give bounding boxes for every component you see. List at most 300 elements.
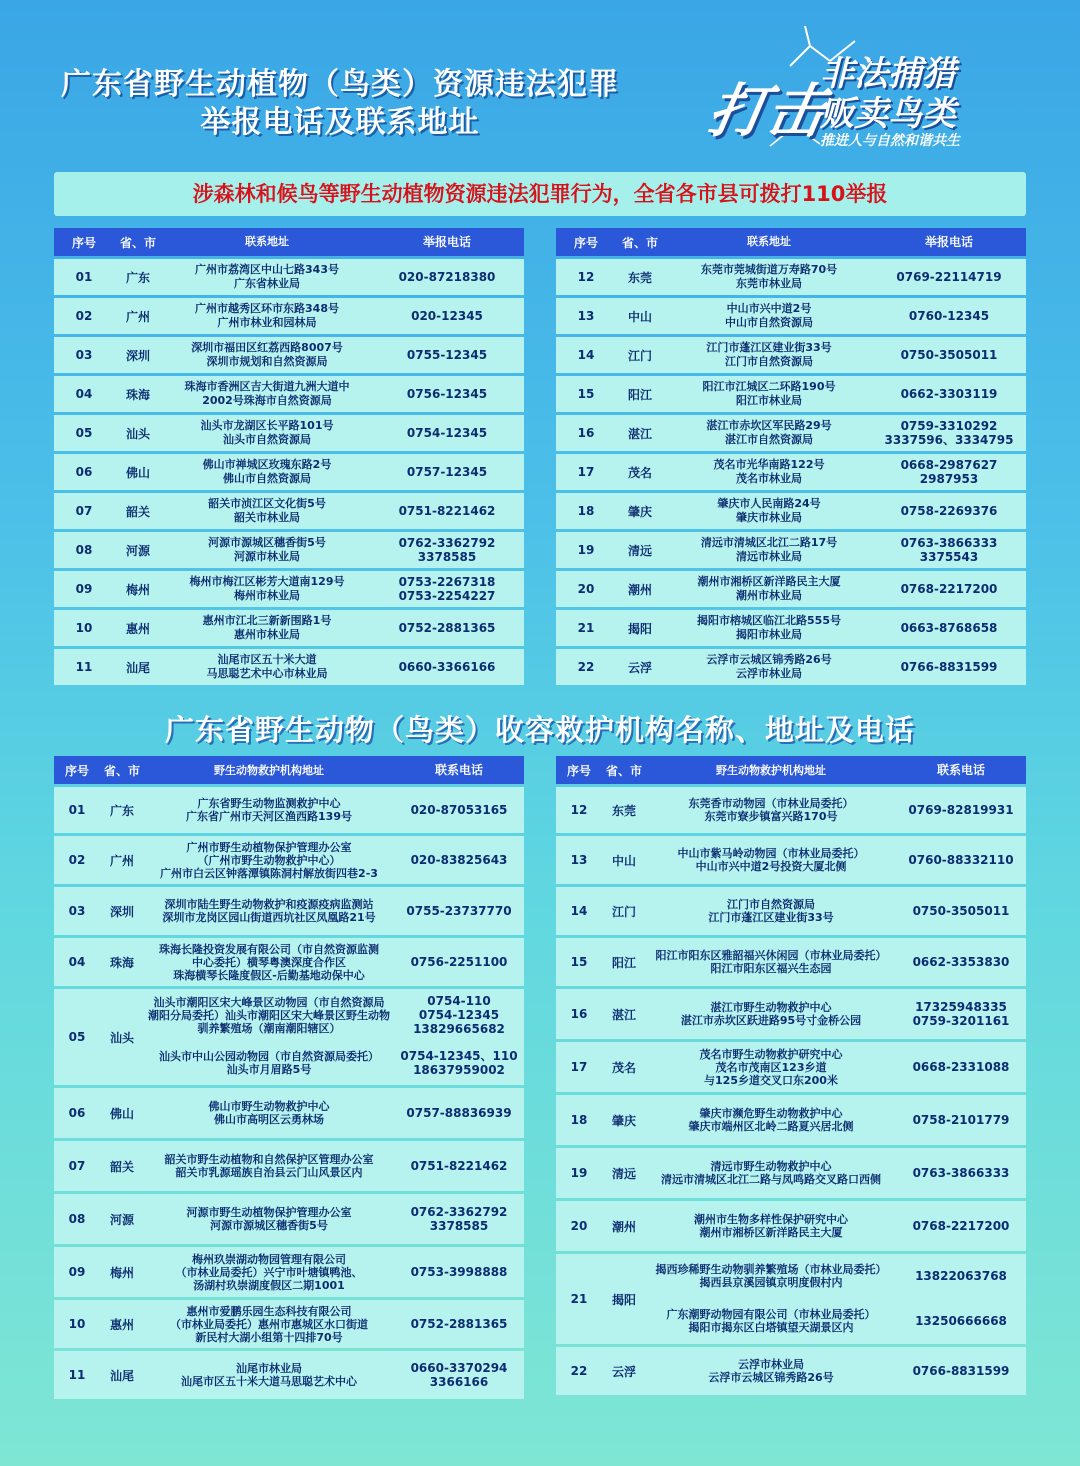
row-number: 07 — [68, 1159, 86, 1173]
row-phone — [874, 660, 1024, 674]
phone-line: 0751-8221462 — [410, 1159, 508, 1173]
address-line: 惠州市林业局 — [234, 628, 300, 641]
row-address — [646, 1001, 896, 1027]
row-address — [646, 1107, 896, 1133]
row-number: 11 — [75, 660, 93, 674]
row-address — [664, 653, 874, 681]
address-line: 汕尾市区五十米大道 — [217, 653, 317, 666]
row-city: 揭阳 — [627, 621, 652, 636]
report-banner: 涉森林和候鸟等野生动植物资源违法犯罪行为，全省各市县可拨打110举报 — [54, 172, 1026, 216]
phone-line: 3378585 — [417, 550, 477, 564]
row-phone — [372, 465, 522, 479]
slogan-logo — [680, 26, 1060, 166]
phone-line: 0760-12345 — [908, 309, 990, 323]
row-number: 08 — [75, 543, 93, 557]
phone-line: 0757-88836939 — [406, 1106, 512, 1120]
phone-line: 020-87218380 — [398, 270, 496, 284]
row-city: 韶关 — [109, 1159, 134, 1174]
row-city: 湛江 — [611, 1007, 636, 1022]
row-number: 14 — [577, 348, 595, 362]
table-row — [556, 887, 1026, 935]
address-line: 韶关市乳源瑶族自治县云门山风景区内 — [175, 1166, 363, 1179]
row-address — [646, 1308, 896, 1334]
phone-line: 0766-8831599 — [900, 660, 998, 674]
address-line: 梅州市梅江区彬芳大道南129号 — [189, 575, 345, 588]
address-line: 云浮市林业局 — [736, 667, 802, 680]
address-line: 肇庆市端州区北岭二路夏兴居北侧 — [688, 1120, 854, 1133]
rescue-header-cell: 联系电话 — [936, 763, 985, 777]
row-city: 潮州 — [627, 582, 652, 597]
address-line: 阳江市阳东区福兴生态园 — [710, 962, 832, 975]
row-address — [646, 1160, 896, 1186]
address-line: 湛江市赤坎区跃进路95号寸金桥公园 — [680, 1014, 862, 1027]
address-line: 揭西珍稀野生动物驯养繁殖场（市林业局委托） — [655, 1263, 887, 1276]
table-row — [556, 532, 1026, 568]
row-phone — [874, 504, 1024, 518]
report-header-cell: 举报电话 — [422, 235, 471, 249]
table-row — [54, 298, 524, 334]
table-row — [54, 493, 524, 529]
row-city: 惠州 — [125, 621, 150, 636]
address-line: 湛江市自然资源局 — [725, 433, 813, 446]
address-line: 梅州市林业局 — [234, 589, 300, 602]
address-line: 阳江市阳东区雅韶福兴休闲园（市林业局委托） — [655, 949, 887, 962]
address-line: 珠海市香洲区吉大街道九洲大道中 — [184, 380, 350, 393]
row-phone — [874, 387, 1024, 401]
phone-line: 0752-2881365 — [398, 621, 496, 635]
row-phone — [896, 1269, 1026, 1283]
address-line: 韶关市野生动植物和自然保护区管理办公室 — [164, 1153, 374, 1166]
row-phone — [896, 1060, 1026, 1074]
row-address — [646, 847, 896, 873]
row-phone — [394, 1361, 524, 1389]
row-city: 东莞 — [611, 803, 636, 818]
phone-line: 0753-2267318 — [398, 575, 496, 589]
address-line: 2002号珠海市自然资源局 — [202, 394, 332, 407]
row-address — [162, 302, 372, 330]
address-line: 广东省林业局 — [234, 277, 300, 290]
table-row — [54, 649, 524, 685]
phone-line: 0759-3310292 — [900, 419, 998, 433]
row-number: 21 — [570, 1292, 588, 1306]
phone-line: 0756-2251100 — [410, 955, 508, 969]
table-row — [54, 938, 524, 986]
row-phone — [372, 621, 522, 635]
row-number: 17 — [577, 465, 595, 479]
row-city: 茂名 — [627, 465, 652, 480]
row-number: 19 — [577, 543, 595, 557]
row-phone — [896, 1219, 1026, 1233]
address-line: 韶关市浈江区文化街5号 — [208, 497, 326, 510]
row-city: 阳江 — [611, 955, 636, 970]
rescue-header-cell: 野生动物救护机构地址 — [214, 763, 324, 777]
row-city: 中山 — [611, 853, 636, 868]
address-line: 揭阳市揭东区白塔镇望天湖景区内 — [688, 1321, 854, 1334]
row-city: 深圳 — [109, 904, 134, 919]
row-phone — [394, 1049, 524, 1077]
row-number: 14 — [570, 904, 588, 918]
row-number: 05 — [68, 1030, 86, 1044]
address-line: 珠海长隆投资发展有限公司（市自然资源监测 — [159, 942, 379, 956]
rescue-table-left — [54, 756, 524, 1399]
row-phone — [896, 955, 1026, 969]
phone-line: 0758-2269376 — [900, 504, 998, 518]
table-row — [556, 938, 1026, 986]
row-city: 肇庆 — [611, 1113, 636, 1128]
row-address — [144, 1050, 394, 1076]
row-number: 12 — [577, 270, 595, 284]
sub-row — [646, 1298, 1026, 1344]
row-number: 12 — [570, 803, 588, 817]
address-line: 清远市清城区北江二路17号 — [700, 536, 838, 549]
row-address — [664, 380, 874, 408]
rescue-header — [54, 756, 524, 784]
address-line: 深圳市福田区红荔西路8007号 — [191, 341, 343, 354]
row-phone — [874, 348, 1024, 362]
row-address — [144, 1253, 394, 1292]
row-address — [664, 536, 874, 564]
row-number: 04 — [68, 955, 86, 969]
table-row — [556, 1201, 1026, 1251]
row-address — [664, 458, 874, 486]
row-phone — [874, 458, 1024, 486]
table-row — [556, 1347, 1026, 1395]
page-title: 广东省野生动植物（鸟类）资源违法犯罪 举报电话及联系地址 — [61, 67, 619, 140]
address-line: 汕尾市区五十米大道马思聪艺术中心 — [181, 1375, 357, 1388]
address-line: 汤湖村玖崇湖度假区二期1001 — [193, 1278, 345, 1292]
row-address — [646, 1358, 896, 1384]
table-row — [54, 887, 524, 935]
phone-line: 0751-8221462 — [398, 504, 496, 518]
row-address — [144, 1362, 394, 1388]
row-city: 梅州 — [109, 1265, 134, 1280]
row-phone — [394, 1265, 524, 1279]
row-phone — [896, 1166, 1026, 1180]
phone-line: 0766-8831599 — [912, 1364, 1010, 1378]
row-address — [646, 1048, 896, 1087]
row-address — [664, 263, 874, 291]
row-city: 汕头 — [109, 1030, 134, 1045]
address-line: 潮州市湘桥区新洋路民主大厦 — [699, 1226, 843, 1239]
row-number: 09 — [68, 1265, 86, 1279]
address-line: 汕头市中山公园动物园（市自然资源局委托） — [159, 1050, 379, 1063]
row-address — [646, 949, 896, 975]
address-line: 广州市越秀区环市东路348号 — [195, 302, 339, 315]
row-phone — [896, 1364, 1026, 1378]
phone-line: 3337596、3334795 — [884, 433, 1014, 447]
phone-line: 0668-2331088 — [912, 1060, 1010, 1074]
row-phone — [896, 1000, 1026, 1028]
report-header-cell: 举报电话 — [924, 235, 973, 249]
phone-line: 0762-3362792 — [398, 536, 496, 550]
address-line: 东莞市莞城街道万寿路70号 — [700, 263, 838, 276]
address-line: 清远市清城区北江二路与凤鸣路交叉路口西侧 — [661, 1173, 881, 1186]
rescue-header-cell: 联系电话 — [434, 763, 483, 777]
address-line: 佛山市高明区云勇林场 — [214, 1113, 324, 1126]
phone-line: 0660-3370294 — [410, 1361, 508, 1375]
row-phone — [372, 575, 522, 603]
row-address — [144, 841, 394, 880]
row-phone — [896, 803, 1026, 817]
row-address — [664, 575, 874, 603]
row-city: 深圳 — [125, 348, 150, 363]
phone-line: 0753-2254227 — [398, 589, 496, 603]
address-line: 深圳市陆生野生动物救护和疫源疫病监测站 — [164, 898, 374, 911]
row-phone — [394, 1205, 524, 1233]
row-city: 江门 — [611, 904, 636, 919]
report-table-left — [54, 228, 524, 685]
phone-line: 0769-22114719 — [896, 270, 1002, 284]
phone-line: 0754-12345 — [406, 426, 488, 440]
row-address — [162, 380, 372, 408]
table-row — [556, 493, 1026, 529]
address-line: 中山市兴中道2号投资大厦北侧 — [695, 860, 847, 873]
address-line: 云浮市云城区锦秀路26号 — [706, 653, 832, 666]
address-line: 佛山市禅城区玫瑰东路2号 — [202, 458, 332, 471]
report-header-cell: 省、市 — [621, 235, 658, 250]
address-line: 揭阳市榕城区临江北路555号 — [697, 614, 841, 627]
address-line: 中山市紫马岭动物园（市林业局委托） — [677, 847, 865, 860]
table-row — [54, 337, 524, 373]
row-city: 惠州 — [109, 1317, 134, 1332]
row-number: 02 — [68, 853, 86, 867]
row-phone — [372, 426, 522, 440]
address-line: 汕头市潮阳区宋大峰景区动物园（市自然资源局 — [153, 995, 385, 1009]
address-line: 中山市自然资源局 — [725, 316, 813, 329]
address-line: 肇庆市濒危野生动物救护中心 — [699, 1107, 843, 1120]
address-line: 潮州市生物多样性保护研究中心 — [694, 1213, 848, 1226]
phone-line: 3366166 — [429, 1375, 489, 1389]
address-line: 揭阳市林业局 — [736, 628, 802, 641]
row-number: 13 — [577, 309, 595, 323]
address-line: 梅州玖崇湖动物园管理有限公司 — [192, 1252, 346, 1266]
address-line: 与125乡道交叉口东200米 — [704, 1073, 838, 1087]
row-phone — [372, 504, 522, 518]
row-number: 06 — [68, 1106, 86, 1120]
table-row — [556, 298, 1026, 334]
table-row — [556, 787, 1026, 833]
row-city: 云浮 — [627, 660, 652, 675]
address-line: 东莞香市动物园（市林业局委托） — [688, 797, 854, 810]
row-phone — [896, 1314, 1026, 1328]
address-line: 深圳市规划和自然资源局 — [206, 355, 328, 368]
table-row — [556, 415, 1026, 451]
phone-line: 3378585 — [429, 1219, 489, 1233]
slogan-line1: 非法捕猎 — [820, 54, 956, 94]
address-line: 潮州市湘桥区新洋路民主大厦 — [697, 575, 841, 588]
row-phone — [874, 582, 1024, 596]
row-city: 韶关 — [125, 504, 150, 519]
rescue-header-cell: 序号 — [64, 763, 89, 778]
row-phone — [372, 660, 522, 674]
table-row — [54, 532, 524, 568]
address-line: 广州市林业和园林局 — [217, 316, 317, 329]
table-row — [54, 415, 524, 451]
address-line: 马思聪艺术中心市林业局 — [206, 667, 328, 680]
address-line: 惠州市爱鹏乐园生态科技有限公司 — [186, 1304, 352, 1318]
row-number: 18 — [577, 504, 595, 518]
address-line: 中心委托）横琴粤澳深度合作区 — [192, 955, 346, 969]
address-line: 茂名市光华南路122号 — [713, 458, 825, 471]
row-phone — [372, 270, 522, 284]
row-phone — [874, 309, 1024, 323]
phone-line: 0754-110 — [427, 994, 491, 1008]
address-line: 潮州市林业局 — [736, 589, 802, 602]
row-number: 06 — [75, 465, 93, 479]
table-row — [54, 610, 524, 646]
address-line: 东莞市寮步镇富兴路170号 — [704, 810, 838, 823]
phone-line: 0662-3353830 — [912, 955, 1010, 969]
table-row — [54, 1351, 524, 1399]
phone-line: 0759-3201161 — [912, 1014, 1010, 1028]
rescue-table-right — [556, 756, 1026, 1395]
address-line: 广州市荔湾区中山七路343号 — [195, 263, 339, 276]
phone-line: 0768-2217200 — [912, 1219, 1010, 1233]
row-phone — [372, 348, 522, 362]
section2-title: 广东省野生动物（鸟类）收容救护机构名称、地址及电话 — [164, 713, 915, 747]
phone-line: 020-83825643 — [410, 853, 508, 867]
address-line: 珠海横琴长隆度假区-后勤基地动保中心 — [173, 968, 365, 982]
row-number: 08 — [68, 1212, 86, 1226]
address-line: 佛山市自然资源局 — [223, 472, 311, 485]
table-row — [556, 610, 1026, 646]
row-sub-wrap — [144, 989, 524, 1085]
row-number: 09 — [75, 582, 93, 596]
row-address — [162, 614, 372, 642]
row-address — [162, 536, 372, 564]
row-phone — [394, 853, 524, 867]
row-number: 10 — [75, 621, 93, 635]
phone-line: 0660-3366166 — [398, 660, 496, 674]
address-line: 广东省广州市天河区渔西路139号 — [186, 810, 352, 823]
row-address — [162, 341, 372, 369]
row-address — [646, 1263, 896, 1289]
address-line: 肇庆市人民南路24号 — [717, 497, 821, 510]
table-row — [556, 1148, 1026, 1198]
address-line: 东莞市林业局 — [736, 277, 802, 290]
phone-line: 13822063768 — [915, 1269, 1007, 1283]
row-sub-wrap — [646, 1254, 1026, 1344]
row-address — [162, 419, 372, 447]
table-row — [54, 259, 524, 295]
phone-line: 0762-3362792 — [410, 1205, 508, 1219]
slogan-line3: 推进人与自然和谐共生 — [820, 133, 960, 149]
sub-row — [144, 1041, 524, 1085]
row-number: 17 — [570, 1060, 588, 1074]
phone-line: 0750-3505011 — [900, 348, 998, 362]
table-row — [54, 1141, 524, 1191]
address-line: 河源市源城区穗香街5号 — [210, 1219, 328, 1232]
row-number: 07 — [75, 504, 93, 518]
report-header-cell: 联系地址 — [747, 235, 791, 248]
table-row — [54, 376, 524, 412]
table-row — [54, 836, 524, 884]
table-row — [556, 989, 1026, 1039]
table-row — [556, 571, 1026, 607]
address-line: 湛江市赤坎区军民路29号 — [706, 419, 832, 432]
phone-line: 18637959002 — [413, 1063, 505, 1077]
row-address — [162, 263, 372, 291]
rescue-header-cell: 野生动物救护机构地址 — [716, 763, 826, 777]
report-header-cell: 序号 — [71, 235, 96, 250]
table-row — [556, 454, 1026, 490]
table-row — [54, 454, 524, 490]
row-city: 佛山 — [125, 465, 150, 480]
row-address — [646, 1213, 896, 1239]
address-line: 清远市林业局 — [736, 550, 802, 563]
row-phone — [896, 853, 1026, 867]
address-line: 肇庆市林业局 — [736, 511, 802, 524]
row-address — [144, 1100, 394, 1126]
phone-line: 2987953 — [919, 472, 979, 486]
row-address — [664, 497, 874, 525]
address-line: 湛江市野生动物救护中心 — [710, 1001, 832, 1014]
report-header-cell: 省、市 — [119, 235, 156, 250]
phone-line: 17325948335 — [915, 1000, 1007, 1014]
row-number: 03 — [68, 904, 86, 918]
row-number: 19 — [570, 1166, 588, 1180]
row-phone — [874, 621, 1024, 635]
phone-line: 0750-3505011 — [912, 904, 1010, 918]
row-number: 04 — [75, 387, 93, 401]
address-line: 云浮市林业局 — [738, 1358, 804, 1371]
address-line: 汕头市自然资源局 — [223, 433, 311, 446]
phone-line: 0756-12345 — [406, 387, 488, 401]
address-line: 惠州市江北三新新围路1号 — [202, 614, 332, 627]
row-phone — [394, 1159, 524, 1173]
address-line: 揭西县京溪园镇京明度假村内 — [699, 1276, 843, 1289]
row-number: 18 — [570, 1113, 588, 1127]
report-header-cell: 联系地址 — [245, 235, 289, 248]
row-number: 03 — [75, 348, 93, 362]
phone-line: 0755-12345 — [406, 348, 488, 362]
row-number: 22 — [570, 1364, 588, 1378]
row-phone — [372, 387, 522, 401]
phone-line: 0663-8768658 — [900, 621, 998, 635]
row-number: 02 — [75, 309, 93, 323]
row-city: 阳江 — [627, 387, 652, 402]
address-line: 新民村大湖小组第十四排70号 — [195, 1330, 343, 1344]
table-row — [54, 1247, 524, 1297]
row-city: 河源 — [125, 543, 150, 558]
table-row — [556, 836, 1026, 884]
row-city: 汕尾 — [125, 660, 150, 675]
address-line: 广东省野生动物监测救护中心 — [197, 797, 341, 810]
table-row — [54, 1194, 524, 1244]
phone-line: 020-87053165 — [410, 803, 508, 817]
slogan-big: 打击 — [703, 77, 832, 145]
address-line: 汕头市月眉路5号 — [226, 1063, 312, 1076]
row-city: 梅州 — [125, 582, 150, 597]
report-header-cell: 序号 — [573, 235, 598, 250]
row-address — [162, 653, 372, 681]
rescue-header-cell: 省、市 — [103, 763, 140, 778]
row-address — [144, 797, 394, 823]
address-line: （市林业局委托）惠州市惠城区水口街道 — [170, 1317, 368, 1331]
address-line: 广州市白云区钟落潭镇陈洞村解放街四巷2-3 — [160, 866, 378, 880]
address-line: 河源市源城区穗香街5号 — [208, 536, 326, 549]
row-address — [162, 497, 372, 525]
phone-line: 13250666668 — [915, 1314, 1007, 1328]
phone-line: 13829665682 — [413, 1022, 505, 1036]
phone-line: 0662-3303119 — [900, 387, 998, 401]
address-line: （广州市野生动物救护中心） — [197, 853, 341, 867]
address-line: 河源市林业局 — [234, 550, 300, 563]
row-city: 肇庆 — [627, 504, 652, 519]
phone-line: 0769-82819931 — [908, 803, 1014, 817]
row-city: 茂名 — [611, 1060, 636, 1075]
row-number: 16 — [577, 426, 595, 440]
